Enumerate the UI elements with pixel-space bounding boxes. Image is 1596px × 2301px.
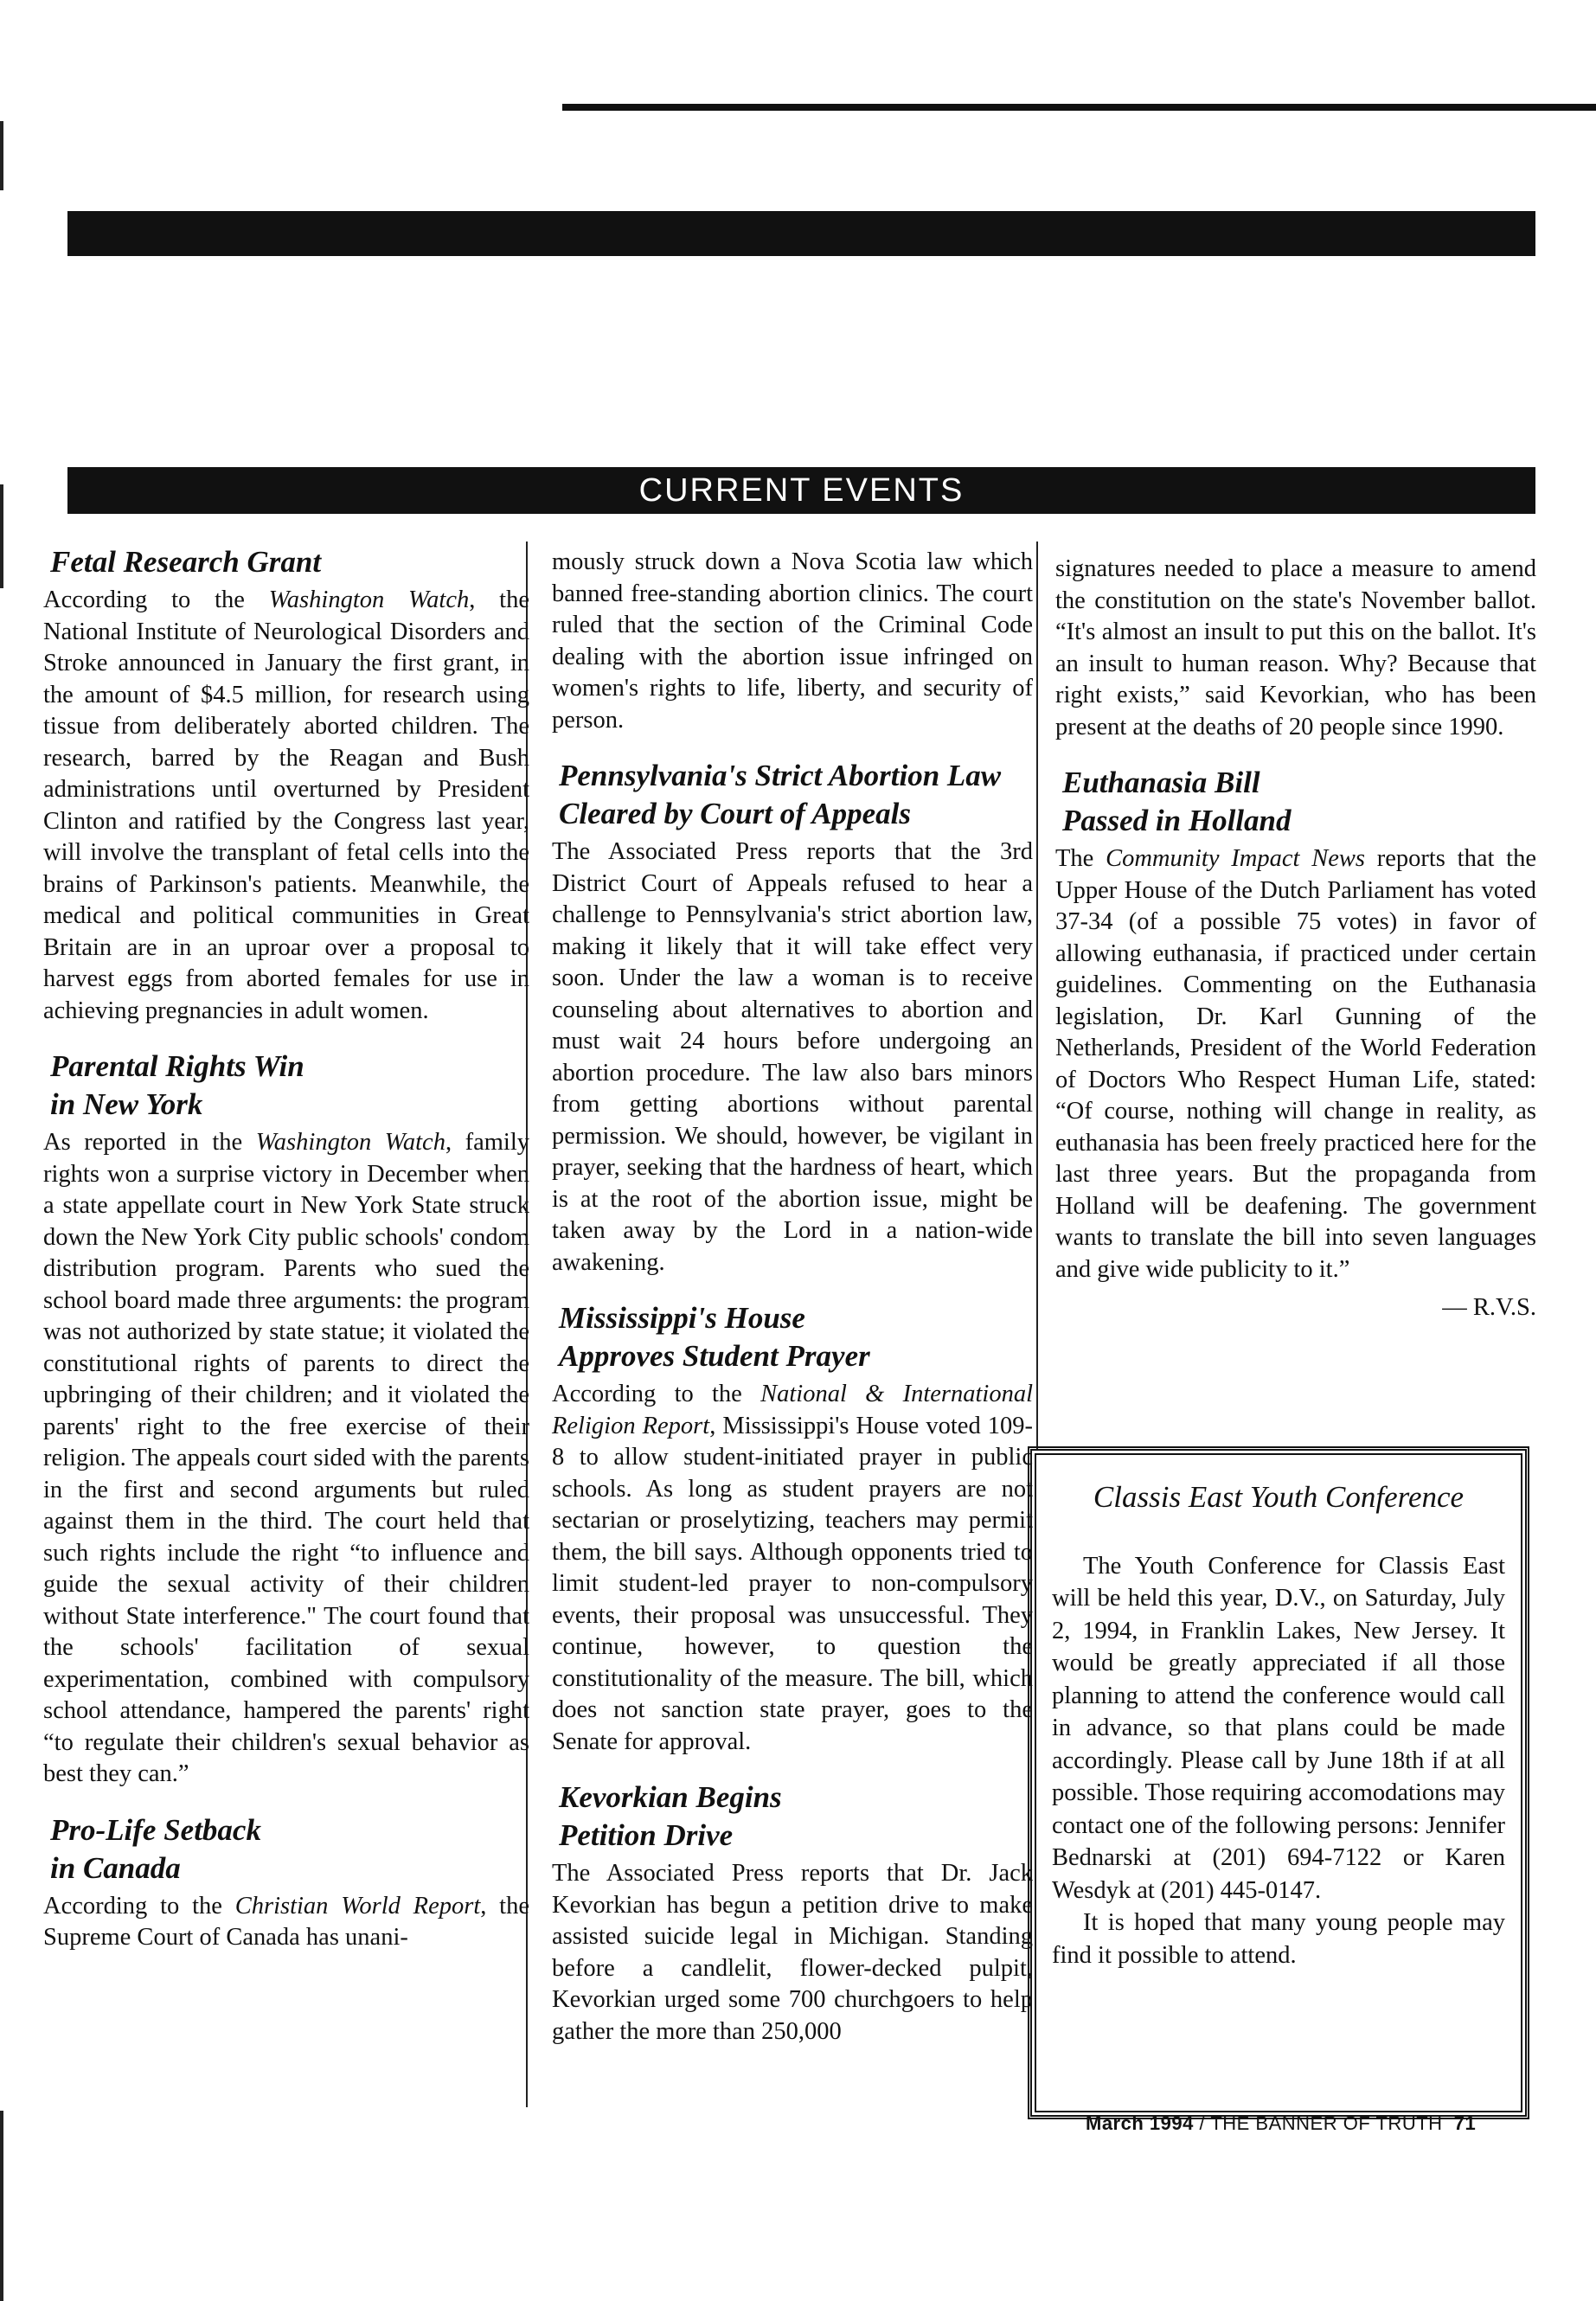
scan-edge-mark xyxy=(0,2111,3,2301)
section-title: CURRENT EVENTS xyxy=(638,471,965,509)
notice-body: The Youth Conference for Classis East will be held this year, D.V., on Saturday, July 2, 1994, in Franklin Lakes, New Jersey. It would be greatly appreciated if all those planning to attend the conference would call in advance, so that plans could be made accordingly. Please call by June 18th if at all possible. Those requiring accomodations may contact one of the following persons: Jennifer Bednarski at (201) 694-7122 or Karen Wesdyk at (201) 445-0147. xyxy=(1052,1552,1505,1904)
article-headline: Mississippi's House Approves Student Prayer xyxy=(559,1301,870,1373)
author-signature: — R.V.S. xyxy=(1442,1294,1536,1321)
notice-title: Classis East Youth Conference xyxy=(1093,1480,1465,1514)
column-2 xyxy=(552,547,1033,2068)
column-3 xyxy=(1055,554,1536,1324)
issue-date: March 1994 xyxy=(1086,2112,1194,2134)
article-body: The Associated Press reports that the 3rd District Court of Appeals refused to hear a challenge to Pennsylvania's strict abortion law, making it likely that it will take effect very soon. Under the law a woman is to receive counseling about alternatives to abortion and must wait 24 hours before undergoing an abortion procedure. The law also bars minors from getting abortions without parental permission. We should, however, be vigilant in prayer, seeking that the hardness of heart, which is at the root of the abortion issue, might be taken away by the Lord in a nation-wide awakening. xyxy=(552,838,1033,1276)
source-name: National & International Religion Report xyxy=(552,1381,1033,1439)
article-body: As reported in the Washington Watch, family rights won a surprise victory in December when a state appellate court in New York State struck down the New York City public schools' condom distribution program. Parents who sued the school board made three arguments: the program was not authorized by state statue; it violated the constitutional rights of parents to direct the upbringing of their children; and it violated the parents' right to the free exercise of their religion. The appeals court sided with the parents in the first and second arguments but ruled against them in the third. The court held that such rights include the right “to influence and guide the sexual activity of their children without State interference." The court found that the schools' facilitation of sexual experimentation, combined with compulsory school attendance, hampered the parents' right “to regulate their children's sexual behavior as best they can.” xyxy=(43,1129,529,1787)
conference-notice-box xyxy=(1028,1446,1529,2119)
article-body: signatures needed to place a measure to amend the constitution on the state's November ballot. “It's almost an insult to put this on the ballot. It's an insult to human reason. Why? Because that right exists,” said Kevorkian, who has been present at the deaths of 20 people since 1990. xyxy=(1055,555,1536,740)
article-body: The Associated Press reports that Dr. Jack Kevorkian has begun a petition drive to make assisted suicide legal in Michigan. Standing before a candlelit, flower-decked pulpit, Kevorkian urged some 700 churchgoers to help gather the more than 250,000 xyxy=(552,1860,1033,2045)
article-headline: Fetal Research Grant xyxy=(50,545,322,579)
conference-notice-inner xyxy=(1035,1453,1522,2112)
article-headline: Euthanasia Bill Passed in Holland xyxy=(1062,766,1292,837)
article-headline: Pro-Life Setback in Canada xyxy=(50,1812,261,1885)
black-band xyxy=(67,211,1535,256)
section-header xyxy=(67,467,1535,514)
article-headline: Kevorkian Begins Petition Drive xyxy=(559,1780,782,1852)
column-1 xyxy=(43,543,529,1975)
article-body: According to the National & International Religion Report, Mississippi's House voted 109-8 to allow student-initiated prayer in public schools. As long as student prayers are not sectarian or proselytizing, teachers may permit them, the bill says. Although opponents tried to limit student-led prayer to non-compulsory events, their proposal was unsuccessful. They continue, however, to question the constitutionality of the measure. The bill, which does not sanction state prayer, goes to the Senate for approval. xyxy=(552,1381,1033,1755)
page-number: 71 xyxy=(1453,2112,1477,2134)
publication-name: THE BANNER OF TRUTH xyxy=(1210,2112,1443,2134)
article-body: mously struck down a Nova Scotia law which banned free-standing abortion clinics. The court ruled that the section of the Criminal Code dealing with the abortion issue infringed on women's rights to life, liberty, and security of person. xyxy=(552,548,1033,734)
top-rule xyxy=(562,104,1596,111)
article-body: The Community Impact News reports that the Upper House of the Dutch Parliament has voted 37-34 (of a possible 75 votes) in favor of allowing euthanasia, if practiced under certain guidelines. Commenting on the Euthanasia legislation, Dr. Karl Gunning of the Netherlands, President of the World Federation of Doctors Who Respect Human Life, stated: “Of course, nothing will change in reality, as euthanasia has been freely practiced here for the last three years. But the propaganda from Holland will be deafening. The government wants to translate the bill into seven languages and give wide publicity to it.” xyxy=(1055,845,1536,1283)
scan-edge-mark xyxy=(0,484,3,588)
article-body: According to the Washington Watch, the National Institute of Neurological Disorders and Stroke announced in January the first grant, in the amount of $4.5 million, for research using tissue from deliberately aborted children. The research, barred by the Reagan and Bush administrations until overturned by President Clinton and ratified by the Congress last year, will involve the transplant of fetal cells into the brains of Parkinson's patients. Meanwhile, the medical and political communities in Great Britain are in an uproar over a proposal to harvest eggs from aborted females for use in achieving pregnancies in adult women. xyxy=(43,586,529,1024)
article-headline: Pennsylvania's Strict Abortion Law Cleared by Court of Appeals xyxy=(559,759,1002,830)
source-name: Washington Watch xyxy=(255,1129,445,1156)
article-body: According to the Christian World Report, the Supreme Court of Canada has unani- xyxy=(43,1892,530,1951)
source-name: Community Impact News xyxy=(1106,845,1365,872)
scan-edge-mark xyxy=(0,121,3,190)
article-headline: Parental Rights Win in New York xyxy=(50,1049,304,1121)
page-footer: March 1994 / THE BANNER OF TRUTH 71 xyxy=(1086,2112,1477,2134)
column-divider xyxy=(1036,542,1038,1450)
notice-body: It is hoped that many young people may find it possible to attend. xyxy=(1052,1909,1505,1969)
source-name: Christian World Report xyxy=(234,1892,481,1920)
source-name: Washington Watch xyxy=(268,586,470,613)
